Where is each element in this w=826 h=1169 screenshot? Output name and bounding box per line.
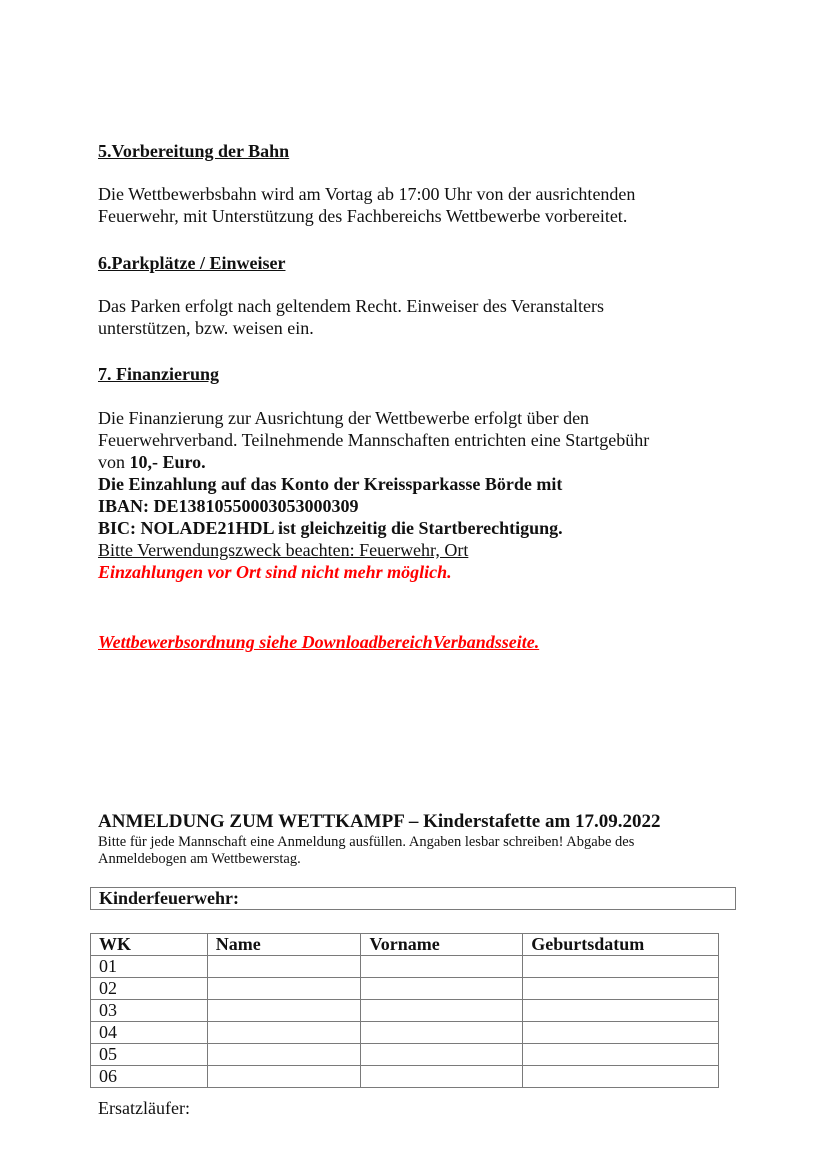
wk-cell: 06 [91,1066,208,1088]
section-6-body [98,295,604,339]
onsite-payment-warning: Einzahlungen vor Ort sind nicht mehr möglich. [98,562,452,582]
wk-cell: 02 [91,978,208,1000]
fee-prefix: von [98,452,130,472]
wk-cell: 03 [91,1000,208,1022]
column-header-wk: WK [91,934,208,956]
instruction-line: Anmeldebogen am Wettbewerstag. [98,851,301,867]
section-5-line: Die Wettbewerbsbahn wird am Vortag ab 17:00 Uhr von der ausrichtenden [98,184,636,204]
column-header-vorname: Vorname [361,934,523,956]
name-cell[interactable] [207,978,361,1000]
fee-line [98,451,649,473]
kinderfeuerwehr-label: Kinderfeuerwehr: [99,888,239,908]
vorname-cell[interactable] [361,1044,523,1066]
table-row [91,1000,719,1022]
wk-cell: 04 [91,1022,208,1044]
table-row [91,956,719,978]
section-6-line: unterstützen, bzw. weisen ein. [98,318,314,338]
geburtsdatum-cell[interactable] [523,1000,719,1022]
payment-line: Die Einzahlung auf das Konto der Kreissparkasse Börde mit [98,474,563,494]
vorname-cell[interactable] [361,1022,523,1044]
name-cell[interactable] [207,1022,361,1044]
table-row [91,1066,719,1088]
section-5-heading: 5.Vorbereitung der Bahn [98,141,290,161]
table-header-row [91,934,719,956]
registration-title: ANMELDUNG ZUM WETTKAMPF – Kinderstafette am 17.09.2022 [98,811,661,832]
wk-cell: 05 [91,1044,208,1066]
name-cell[interactable] [207,1044,361,1066]
instruction-line: Bitte für jede Mannschaft eine Anmeldung ausfüllen. Angaben lesbar schreiben! Abgabe des [98,834,635,850]
iban-line: IBAN: DE13810550003053000309 [98,496,359,516]
geburtsdatum-cell[interactable] [523,1044,719,1066]
rules-download-link[interactable]: Wettbewerbsordnung siehe DownloadbereichVerbandsseite. [98,632,540,652]
table-row [91,1022,719,1044]
vorname-cell[interactable] [361,1000,523,1022]
section-6-line: Das Parken erfolgt nach geltendem Recht. Einweiser des Veranstalters [98,296,604,316]
table-row [91,1044,719,1066]
section-6-heading: 6.Parkplätze / Einweiser [98,253,286,273]
vorname-cell[interactable] [361,978,523,1000]
name-cell[interactable] [207,956,361,978]
table-row [91,978,719,1000]
registration-instructions [98,834,634,868]
section-7-heading: 7. Finanzierung [98,364,220,384]
name-cell[interactable] [207,1066,361,1088]
name-cell[interactable] [207,1000,361,1022]
column-header-name: Name [207,934,361,956]
geburtsdatum-cell[interactable] [523,1022,719,1044]
substitute-runner-label: Ersatzläufer: [98,1098,190,1118]
column-header-geburtsdatum: Geburtsdatum [523,934,719,956]
section-7-line: Feuerwehrverband. Teilnehmende Mannschaften entrichten eine Startgebühr [98,430,650,450]
participant-table [90,933,719,1088]
geburtsdatum-cell[interactable] [523,1066,719,1088]
geburtsdatum-cell[interactable] [523,978,719,1000]
geburtsdatum-cell[interactable] [523,956,719,978]
kinderfeuerwehr-field[interactable] [90,887,736,910]
section-7-body [98,407,649,583]
section-5-line: Feuerwehr, mit Unterstützung des Fachbereichs Wettbewerbe vorbereitet. [98,206,628,226]
wk-cell: 01 [91,956,208,978]
vorname-cell[interactable] [361,1066,523,1088]
purpose-line: Bitte Verwendungszweck beachten: Feuerwehr, Ort [98,540,469,560]
bic-line: BIC: NOLADE21HDL ist gleichzeitig die Startberechtigung. [98,518,563,538]
fee-amount: 10,- Euro. [129,452,206,472]
vorname-cell[interactable] [361,956,523,978]
section-7-line: Die Finanzierung zur Ausrichtung der Wettbewerbe erfolgt über den [98,408,590,428]
section-5-body [98,183,635,227]
